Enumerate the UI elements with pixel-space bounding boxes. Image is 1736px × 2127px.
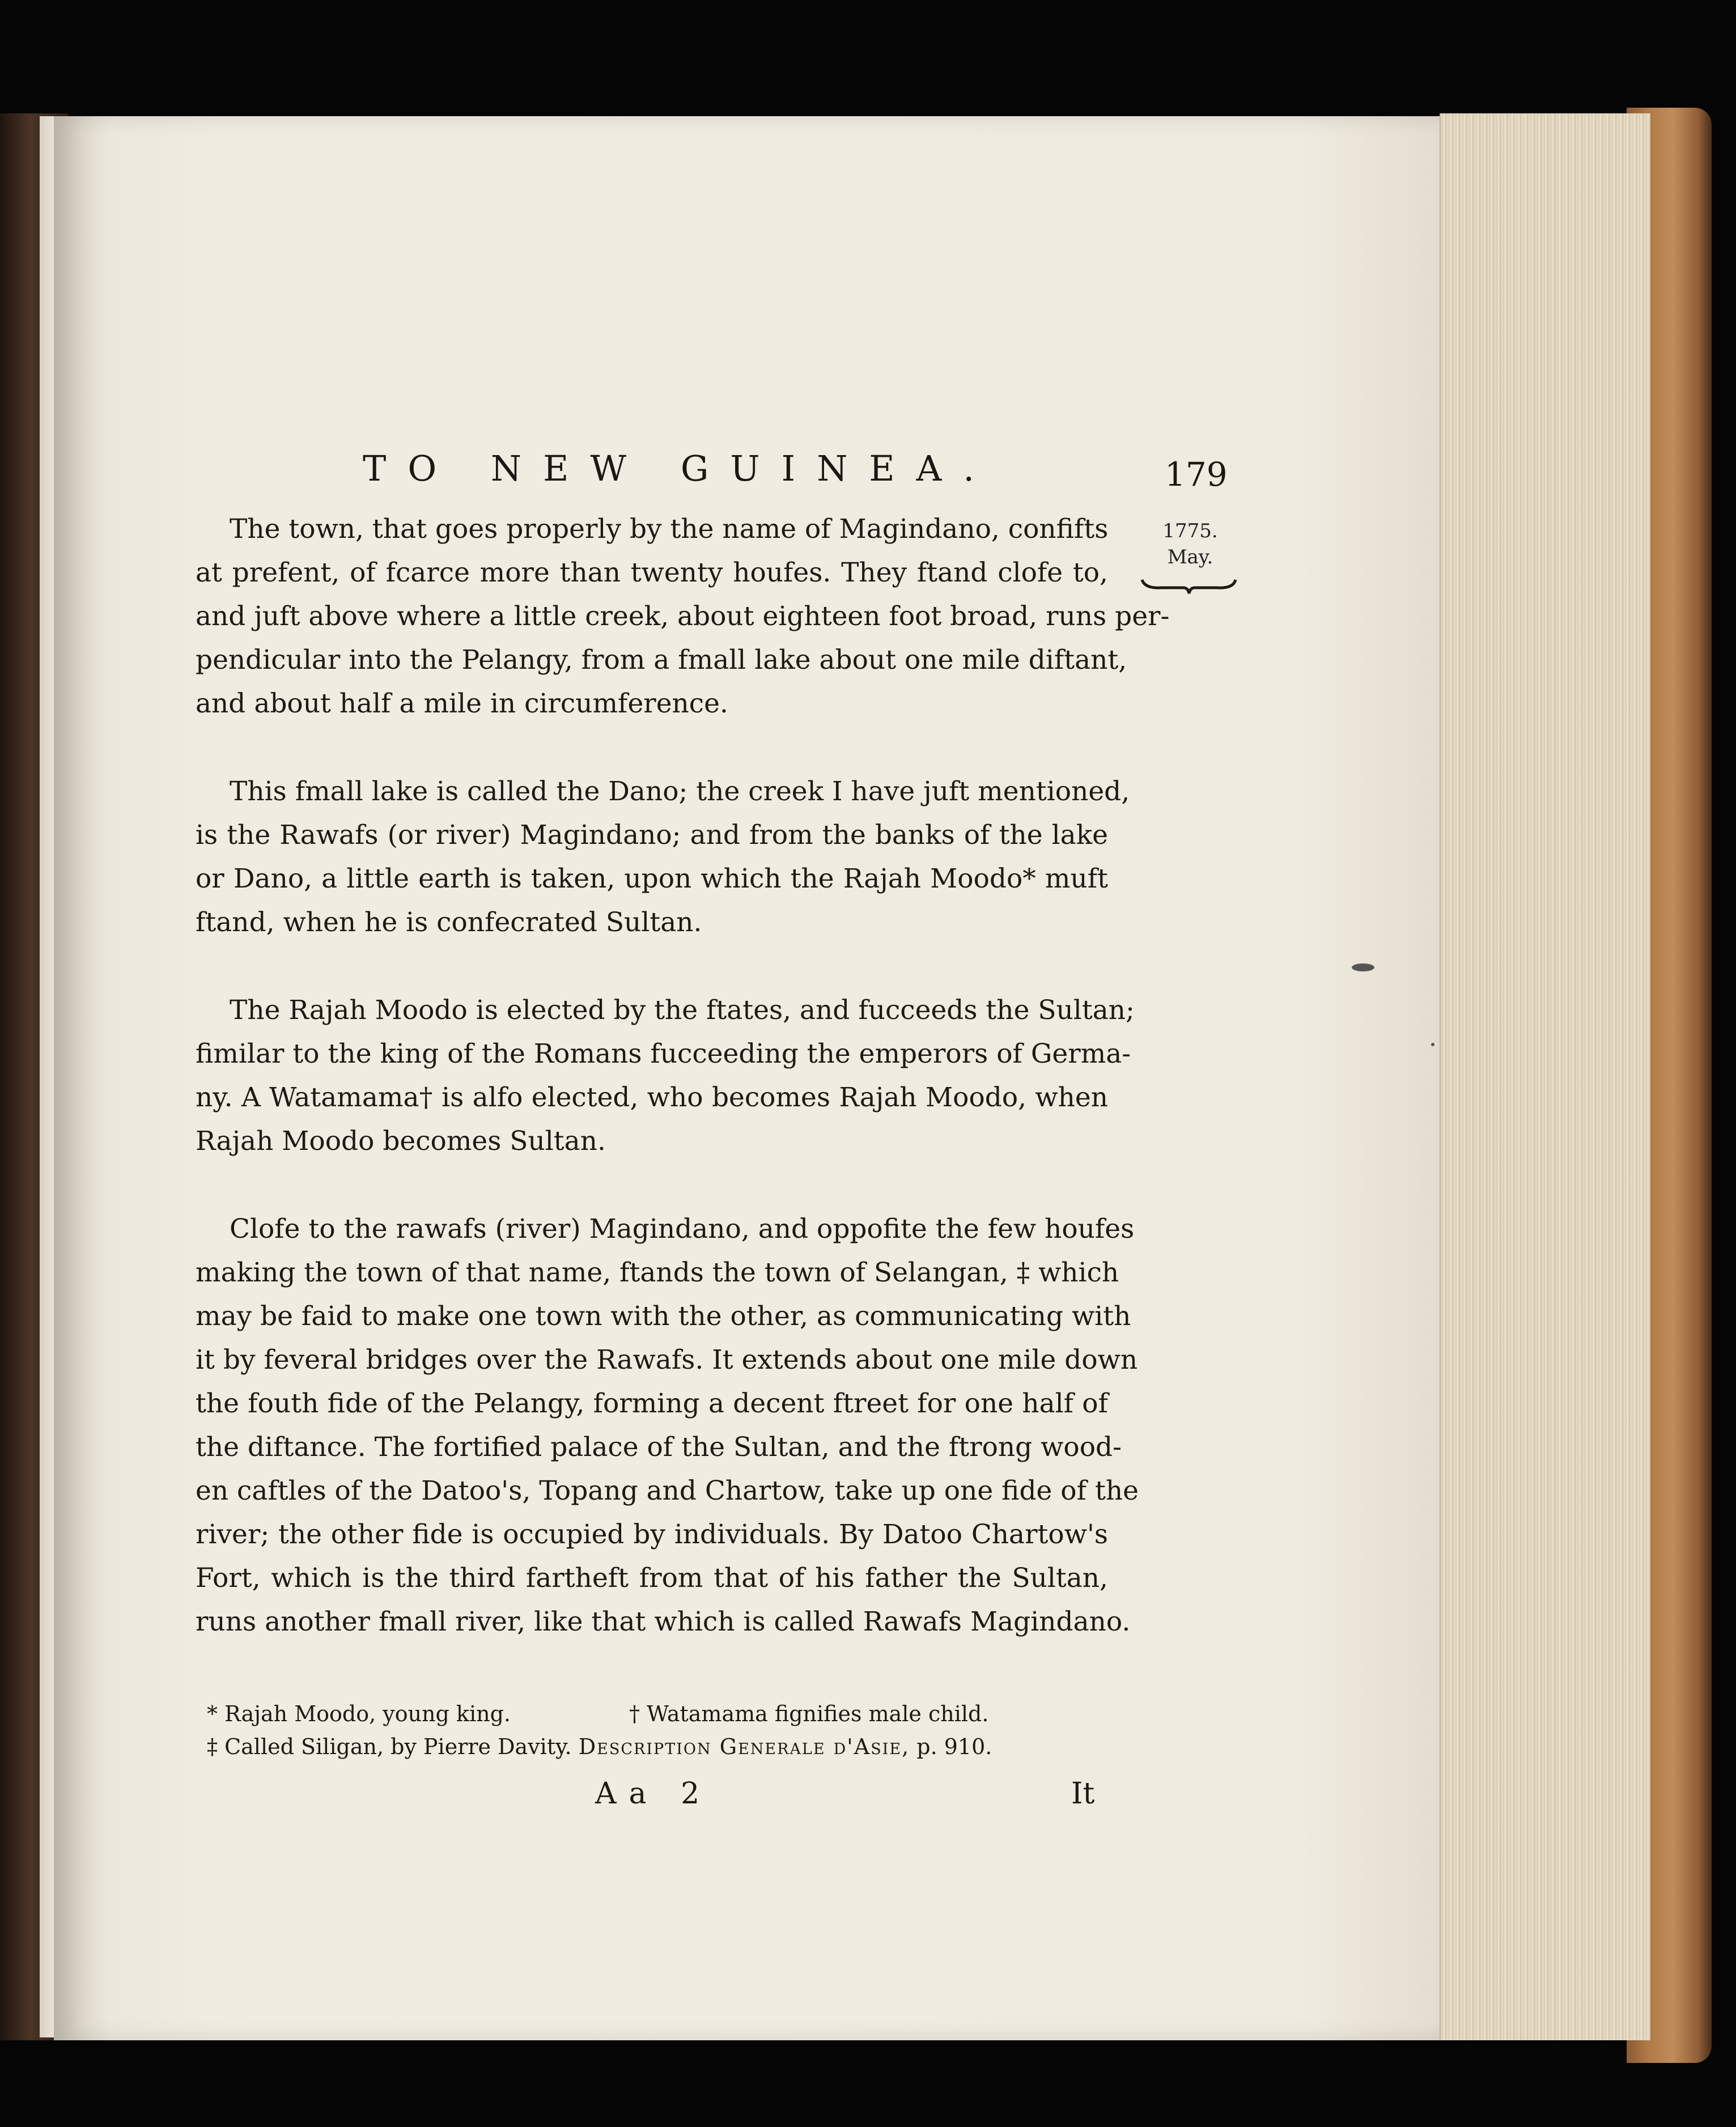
text-line: Clofe to the rawafs (river) Magindano, and oppofite the few houfes	[230, 1213, 1135, 1245]
text-line: runs another fmall river, like that which is called Rawafs Magindano.	[196, 1606, 1131, 1637]
text-line: ftand, when he is confecrated Sultan.	[196, 907, 702, 938]
paragraph-4	[196, 1207, 1139, 1644]
running-head: TO NEW GUINEA.	[363, 448, 996, 489]
text-line: ny. A Watamama† is alfo elected, who becomes Rajah Moodo, when	[196, 1082, 1108, 1113]
text-line: is the Rawafs (or river) Magindano; and from the banks of the lake	[196, 820, 1108, 851]
paper-spot	[1352, 963, 1374, 971]
footnote-source-title: Description Generale d'Asie,	[578, 1734, 910, 1759]
margin-note-month: May.	[1167, 546, 1213, 568]
text-line: fimilar to the king of the Romans fucceeding the emperors of Germa-	[196, 1038, 1131, 1069]
catchword: It	[1071, 1777, 1095, 1811]
page-number: 179	[1165, 455, 1228, 494]
paragraph-2	[196, 770, 1130, 944]
body-text	[196, 507, 1170, 1644]
footnote-source-page: p. 910.	[916, 1734, 992, 1759]
text-line: may be faid to make one town with the other, as communicating with	[196, 1301, 1131, 1332]
text-line: at prefent, of fcarce more than twenty houfes. They ftand clofe to,	[196, 557, 1108, 588]
text-line: The town, that goes properly by the name of Magindano, confifts	[230, 513, 1109, 545]
footnote-row	[207, 1697, 1074, 1730]
margin-note-year: 1775.	[1162, 520, 1218, 542]
paragraph-1	[196, 507, 1170, 725]
book-page	[54, 116, 1440, 2040]
text-line: Rajah Moodo becomes Sultan.	[196, 1126, 606, 1157]
margin-brace-ornament	[1139, 573, 1238, 596]
footnote-rajah-moodo: * Rajah Moodo, young king.	[207, 1701, 511, 1726]
footnote-row	[207, 1730, 1074, 1763]
text-line: or Dano, a little earth is taken, upon which the Rajah Moodo* muft	[196, 863, 1108, 894]
page-block-edges	[1440, 113, 1650, 2040]
footnote-siligan: ‡ Called Siligan, by Pierre Davity.	[207, 1734, 572, 1759]
text-line: Fort, which is the third fartheft from that of his father the Sultan,	[196, 1563, 1108, 1594]
text-line: it by feveral bridges over the Rawafs. It extends about one mile down	[196, 1344, 1138, 1375]
text-line: the diftance. The fortified palace of the Sultan, and the ftrong wood-	[196, 1432, 1122, 1463]
text-line: and juft above where a little creek, about eighteen foot broad, runs per-	[196, 601, 1170, 632]
text-line: making the town of that name, ftands the town of Selangan, ‡ which	[196, 1257, 1119, 1288]
text-line: pendicular into the Pelangy, from a fmall lake about one mile diftant,	[196, 644, 1127, 676]
signature-mark: Aa 2	[595, 1777, 712, 1811]
text-line: the fouth fide of the Pelangy, forming a decent ftreet for one half of	[196, 1388, 1108, 1419]
text-line: en caftles of the Datoo's, Topang and Chartow, take up one fide of the	[196, 1475, 1139, 1506]
footnotes	[207, 1697, 1074, 1763]
text-line: The Rajah Moodo is elected by the ftates, and fucceeds the Sultan;	[230, 995, 1135, 1026]
text-line: This fmall lake is called the Dano; the creek I have juft mentioned,	[230, 776, 1130, 807]
footnote-watamama: † Watamama fignifies male child.	[629, 1701, 989, 1726]
text-line: and about half a mile in circumference.	[196, 688, 728, 719]
paper-spot	[1431, 1043, 1434, 1046]
text-line: river; the other fide is occupied by individuals. By Datoo Chartow's	[196, 1519, 1108, 1550]
paragraph-3	[196, 988, 1135, 1163]
